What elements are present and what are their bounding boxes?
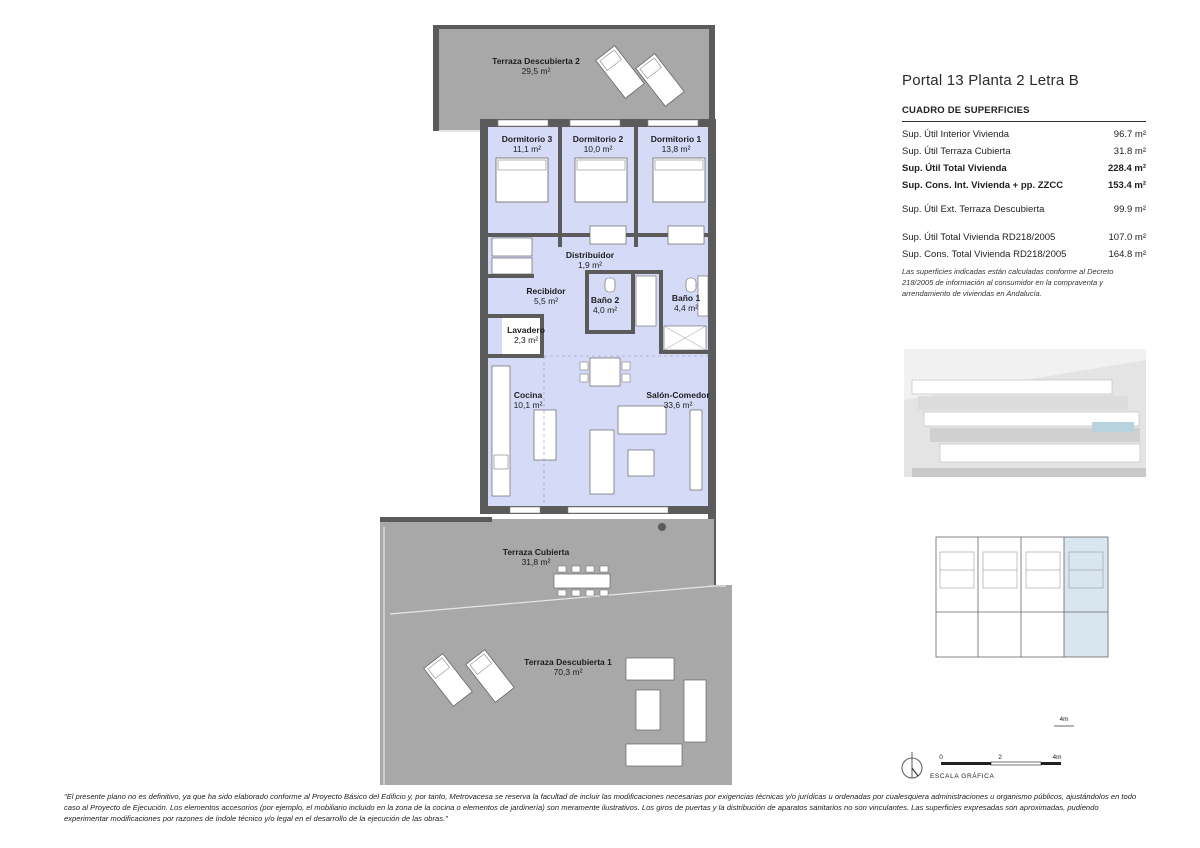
surface-row: Sup. Útil Total Vivienda 228.4 m² <box>902 163 1146 174</box>
north-arrow-icon <box>902 752 922 778</box>
surface-row: Sup. Útil Terraza Cubierta 31.8 m² <box>902 146 1146 157</box>
surfaces-heading: CUADRO DE SUPERFICIES <box>902 105 1030 116</box>
scale-tick-label: 2 <box>998 754 1002 761</box>
surface-row: Sup. Útil Total Vivienda RD218/2005 107.0 m² <box>902 232 1146 243</box>
room-label: Terraza Descubierta 2 <box>492 56 580 66</box>
room-area: 1,9 m² <box>577 260 603 270</box>
toilet-icon <box>605 278 615 292</box>
room-area: 4,4 m² <box>673 303 699 313</box>
small-scale-label: 4m <box>1059 716 1069 723</box>
divider <box>902 121 1146 122</box>
surface-row: Sup. Cons. Int. Vivienda + pp. ZZCC 153.4 m² <box>902 180 1146 191</box>
surface-row: Sup. Cons. Total Vivienda RD218/2005 164.8 m² <box>902 249 1146 260</box>
key-plan <box>936 537 1108 657</box>
room-area: 4,0 m² <box>592 305 618 315</box>
scale-title: ESCALA GRÁFICA <box>930 773 995 780</box>
room-label: Lavadero <box>507 325 545 335</box>
room-label: Distribuidor <box>565 250 615 260</box>
room-area: 13,8 m² <box>661 144 691 154</box>
info-panel <box>902 72 1146 299</box>
bed-icon <box>496 158 548 202</box>
spacer <box>902 194 1146 201</box>
spacer <box>902 218 1146 229</box>
scale-tick-label: 4m <box>1052 754 1062 761</box>
room-label: Dormitorio 2 <box>572 134 624 144</box>
room-label: Baño 1 <box>671 293 701 303</box>
bed-icon <box>653 158 705 202</box>
room-area: 5,5 m² <box>533 296 559 306</box>
bed-icon <box>575 158 627 202</box>
room-label: Dormitorio 1 <box>650 134 702 144</box>
room-label: Terraza Descubierta 1 <box>524 657 612 667</box>
room-area: 10,1 m² <box>513 400 543 410</box>
room-area: 70,3 m² <box>553 667 583 677</box>
outdoor-sofa-icon <box>626 658 674 680</box>
room-area: 33,6 m² <box>663 400 693 410</box>
page-title: Portal 13 Planta 2 Letra B <box>902 72 1079 89</box>
toilet-icon <box>686 278 696 292</box>
room-area: 31,8 m² <box>521 557 551 567</box>
sofa-icon <box>590 430 614 494</box>
room-label: Salón-Comedor <box>646 390 710 400</box>
room-area: 11,1 m² <box>512 144 542 154</box>
room-area: 10,0 m² <box>583 144 613 154</box>
room-label: Baño 2 <box>590 295 620 305</box>
surface-row: Sup. Útil Ext. Terraza Descubierta 99.9 m² <box>902 204 1146 215</box>
room-label: Dormitorio 3 <box>501 134 553 144</box>
room-area: 2,3 m² <box>513 335 539 345</box>
disclaimer-footnote: "El presente plano no es definitivo, ya que ha sido elaborado conforme al Proyecto Básico del Edificio y, por tanto, Metrovacesa se reserva la facultad de incluir las modificaciones necesarias por exigencias técnicas y/o jurídicas u ordenadas por cualesquiera administraciones u organismo públicos, ajustándolos en todo caso al Proyecto de Ejecución. Los elementos accesorios (por ejemplo, el mobiliario incluido en la zona de la cocina o elementos de jardinería) son meramente ilustrativos. Los giros de puertas y la distribución de aparatos sanitarios no son vinculantes. Las superficies expresadas son aproximadas, pudiendo experimentar modificaciones por razones de índole técnico y/o legal en el desarrollo de la ejecución de las obras." <box>64 792 1137 823</box>
room-label: Terraza Cubierta <box>502 547 570 557</box>
room-label: Recibidor <box>526 286 566 296</box>
scale-tick-label: 0 <box>939 754 943 761</box>
surface-row: Sup. Útil Interior Vivienda 96.7 m² <box>902 129 1146 140</box>
room-area: 29,5 m² <box>521 66 551 76</box>
surfaces-note: Las superficies indicadas están calculadas conforme al Decreto 218/2005 de información al consumidor en la compraventa y arrendamiento de viviendas en Andalucía. <box>902 267 1114 298</box>
building-render <box>904 349 1146 477</box>
graphic-scale <box>930 754 1062 780</box>
room-label: Cocina <box>513 390 543 400</box>
